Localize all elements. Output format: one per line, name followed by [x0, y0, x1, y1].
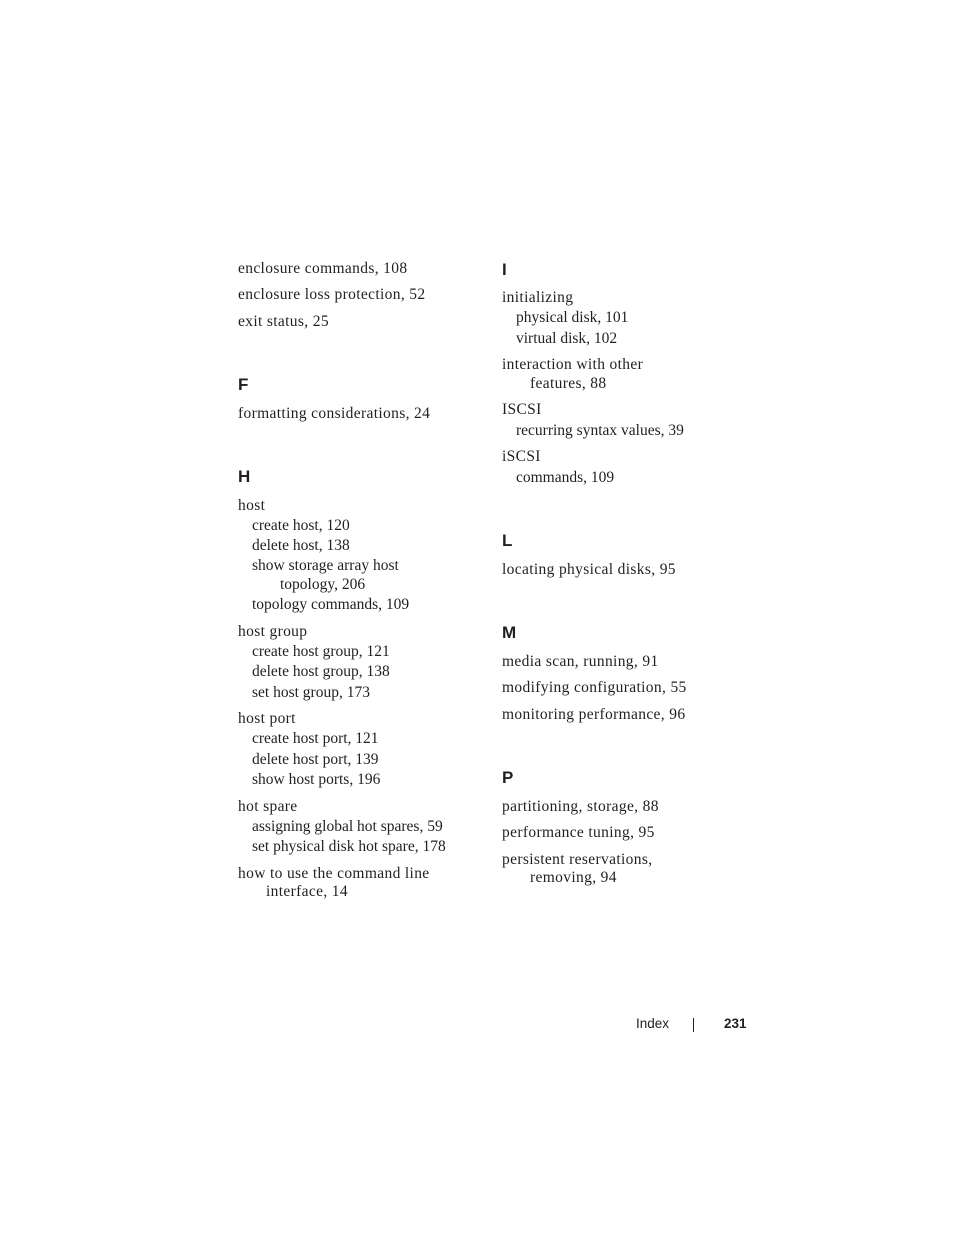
index-letter-heading: M — [502, 623, 517, 642]
index-entry: monitoring performance, 96 — [502, 706, 686, 723]
index-entry: partitioning, storage, 88 — [502, 798, 659, 815]
index-subentry: assigning global hot spares, 59 — [252, 818, 443, 835]
index-entry: persistent reservations, — [502, 851, 653, 868]
index-letter-heading: L — [502, 531, 513, 550]
index-subentry: show storage array host — [252, 557, 399, 574]
index-entry: ISCSI — [502, 401, 542, 418]
index-subentry: commands, 109 — [516, 469, 615, 486]
index-subentry: create host group, 121 — [252, 643, 390, 660]
index-letter-heading: I — [502, 260, 507, 279]
index-entry-continuation: removing, 94 — [530, 869, 617, 886]
index-subentry: set physical disk hot spare, 178 — [252, 838, 446, 855]
index-entry: enclosure commands, 108 — [238, 260, 408, 277]
index-entry: interaction with other — [502, 356, 644, 373]
index-entry-continuation: interface, 14 — [266, 883, 349, 900]
index-entry: enclosure loss protection, 52 — [238, 286, 426, 303]
footer-divider — [693, 1018, 694, 1032]
index-entry: host group — [238, 623, 308, 640]
index-subentry: delete host group, 138 — [252, 663, 390, 680]
index-entry: locating physical disks, 95 — [502, 561, 676, 578]
index-entry: media scan, running, 91 — [502, 653, 659, 670]
index-entry-continuation: features, 88 — [530, 375, 607, 392]
footer-section-label: Index — [636, 1016, 670, 1031]
index-subentry: delete host, 138 — [252, 537, 350, 554]
index-subentry-continuation: topology, 206 — [280, 576, 366, 593]
index-entry: how to use the command line — [238, 865, 430, 882]
page-number: 231 — [724, 1016, 747, 1031]
index-letter-heading: F — [238, 375, 249, 394]
index-subentry: create host, 120 — [252, 517, 350, 534]
index-subentry: topology commands, 109 — [252, 596, 410, 613]
index-subentry: delete host port, 139 — [252, 751, 379, 768]
index-letter-heading: P — [502, 768, 514, 787]
index-entry: performance tuning, 95 — [502, 824, 655, 841]
index-subentry: create host port, 121 — [252, 730, 379, 747]
index-letter-heading: H — [238, 467, 251, 486]
index-entry: modifying configuration, 55 — [502, 679, 687, 696]
index-subentry: recurring syntax values, 39 — [516, 422, 684, 439]
index-entry: host port — [238, 710, 296, 727]
index-subentry: set host group, 173 — [252, 684, 370, 701]
index-subentry: physical disk, 101 — [516, 309, 629, 326]
index-entry: iSCSI — [502, 448, 541, 465]
index-entry: initializing — [502, 289, 574, 306]
index-subentry: virtual disk, 102 — [516, 330, 618, 347]
index-entry: exit status, 25 — [238, 313, 329, 330]
index-subentry: show host ports, 196 — [252, 771, 381, 788]
index-entry: formatting considerations, 24 — [238, 405, 431, 422]
index-entry: host — [238, 497, 266, 514]
index-entry: hot spare — [238, 798, 298, 815]
